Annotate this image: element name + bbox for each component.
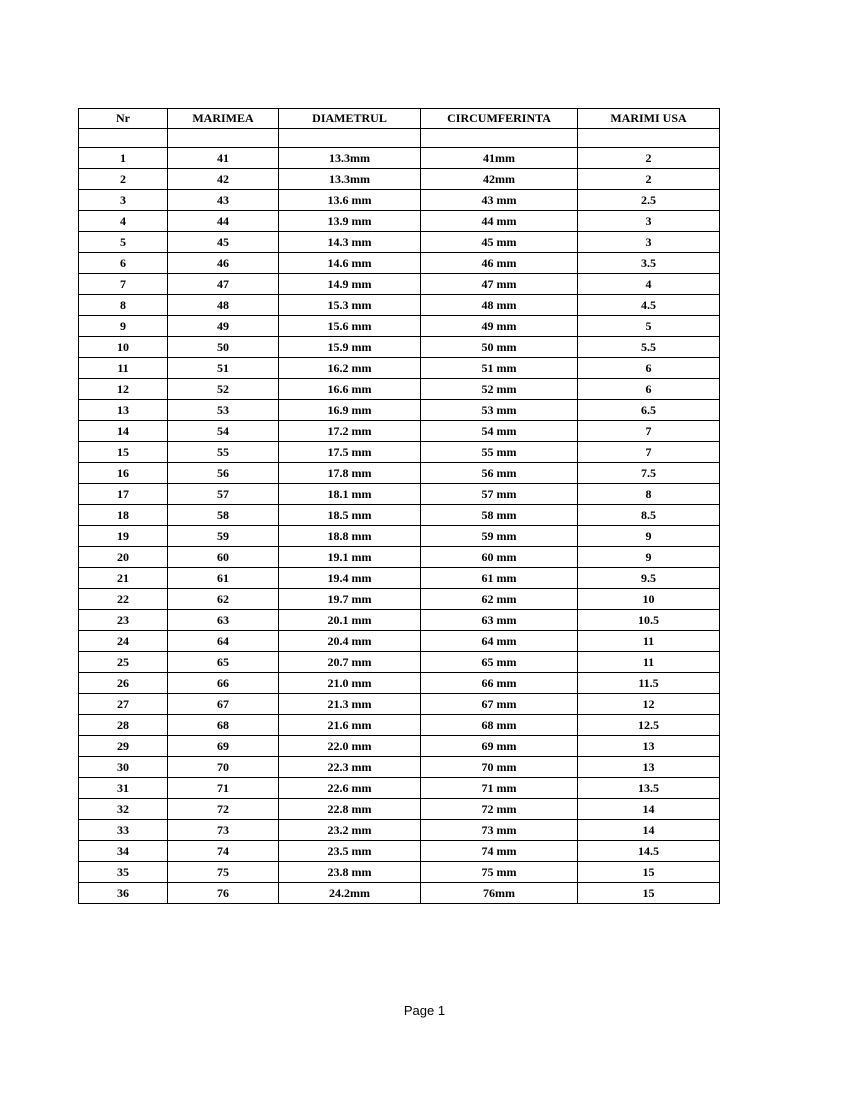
table-row [79, 631, 720, 652]
table-row [79, 652, 720, 673]
cell-diametrul: 19.7 mm [279, 589, 421, 610]
cell-diametrul: 23.5 mm [279, 841, 421, 862]
cell-nr: 5 [79, 232, 168, 253]
cell-circumferinta: 63 mm [421, 610, 578, 631]
cell-circumferinta: 47 mm [421, 274, 578, 295]
header-circumferinta: CIRCUMFERINTA [421, 109, 578, 129]
cell-nr: 19 [79, 526, 168, 547]
cell-circumferinta: 46 mm [421, 253, 578, 274]
cell-marimi-usa: 10 [578, 589, 720, 610]
cell-marimea: 63 [168, 610, 279, 631]
cell-diametrul: 20.7 mm [279, 652, 421, 673]
header-row [79, 109, 720, 129]
cell-nr: 26 [79, 673, 168, 694]
cell-diametrul: 20.4 mm [279, 631, 421, 652]
table-row [79, 673, 720, 694]
cell-diametrul: 18.1 mm [279, 484, 421, 505]
cell-diametrul: 17.5 mm [279, 442, 421, 463]
cell-diametrul: 18.5 mm [279, 505, 421, 526]
cell-circumferinta: 71 mm [421, 778, 578, 799]
cell-marimi-usa: 11 [578, 631, 720, 652]
cell-diametrul: 17.8 mm [279, 463, 421, 484]
cell-circumferinta: 61 mm [421, 568, 578, 589]
cell-marimea: 47 [168, 274, 279, 295]
cell-diametrul: 16.9 mm [279, 400, 421, 421]
cell-circumferinta: 69 mm [421, 736, 578, 757]
table-row [79, 274, 720, 295]
table-row [79, 253, 720, 274]
cell-marimi-usa: 7.5 [578, 463, 720, 484]
cell-circumferinta: 62 mm [421, 589, 578, 610]
cell-nr: 12 [79, 379, 168, 400]
cell-marimea: 70 [168, 757, 279, 778]
cell-marimi-usa: 12.5 [578, 715, 720, 736]
cell-circumferinta: 45 mm [421, 232, 578, 253]
table-row [79, 421, 720, 442]
cell-diametrul: 13.6 mm [279, 190, 421, 211]
cell-diametrul: 15.9 mm [279, 337, 421, 358]
cell-marimi-usa: 3 [578, 211, 720, 232]
cell-marimi-usa: 14.5 [578, 841, 720, 862]
cell-nr: 32 [79, 799, 168, 820]
cell-diametrul: 14.9 mm [279, 274, 421, 295]
cell-circumferinta: 55 mm [421, 442, 578, 463]
cell-marimea: 49 [168, 316, 279, 337]
header-marimi-usa: MARIMI USA [578, 109, 720, 129]
table-row [79, 169, 720, 190]
cell-nr: 36 [79, 883, 168, 904]
cell-marimea: 51 [168, 358, 279, 379]
table-body [79, 129, 720, 904]
cell-marimea: 71 [168, 778, 279, 799]
cell-nr: 30 [79, 757, 168, 778]
cell-marimea: 58 [168, 505, 279, 526]
cell-diametrul: 20.1 mm [279, 610, 421, 631]
cell-marimi-usa: 6 [578, 358, 720, 379]
cell-nr: 15 [79, 442, 168, 463]
cell-nr: 17 [79, 484, 168, 505]
cell-marimi-usa: 7 [578, 421, 720, 442]
cell-marimea: 59 [168, 526, 279, 547]
cell-marimi-usa: 3.5 [578, 253, 720, 274]
cell-nr: 16 [79, 463, 168, 484]
cell-circumferinta: 68 mm [421, 715, 578, 736]
table-row [79, 148, 720, 169]
cell-marimi-usa: 11 [578, 652, 720, 673]
cell-nr: 29 [79, 736, 168, 757]
cell-marimea: 64 [168, 631, 279, 652]
cell-marimea: 73 [168, 820, 279, 841]
table-row [79, 358, 720, 379]
cell-nr: 8 [79, 295, 168, 316]
cell-marimea: 45 [168, 232, 279, 253]
empty-cell [578, 129, 720, 148]
table-row [79, 295, 720, 316]
table-row [79, 400, 720, 421]
cell-diametrul: 16.2 mm [279, 358, 421, 379]
cell-nr: 33 [79, 820, 168, 841]
cell-circumferinta: 44 mm [421, 211, 578, 232]
cell-circumferinta: 72 mm [421, 799, 578, 820]
cell-nr: 6 [79, 253, 168, 274]
cell-marimi-usa: 4.5 [578, 295, 720, 316]
cell-marimi-usa: 13 [578, 757, 720, 778]
cell-marimea: 67 [168, 694, 279, 715]
table-row [79, 862, 720, 883]
cell-diametrul: 22.3 mm [279, 757, 421, 778]
cell-circumferinta: 64 mm [421, 631, 578, 652]
cell-circumferinta: 43 mm [421, 190, 578, 211]
cell-nr: 24 [79, 631, 168, 652]
cell-marimi-usa: 5 [578, 316, 720, 337]
table-row [79, 337, 720, 358]
cell-nr: 1 [79, 148, 168, 169]
cell-marimea: 69 [168, 736, 279, 757]
cell-diametrul: 18.8 mm [279, 526, 421, 547]
table-row [79, 484, 720, 505]
cell-nr: 23 [79, 610, 168, 631]
cell-circumferinta: 41mm [421, 148, 578, 169]
table-row [79, 715, 720, 736]
cell-marimea: 44 [168, 211, 279, 232]
table-row [79, 379, 720, 400]
cell-marimea: 66 [168, 673, 279, 694]
cell-circumferinta: 50 mm [421, 337, 578, 358]
cell-circumferinta: 56 mm [421, 463, 578, 484]
cell-diametrul: 24.2mm [279, 883, 421, 904]
cell-marimea: 50 [168, 337, 279, 358]
cell-diametrul: 21.6 mm [279, 715, 421, 736]
cell-nr: 2 [79, 169, 168, 190]
cell-marimea: 55 [168, 442, 279, 463]
cell-marimi-usa: 15 [578, 862, 720, 883]
cell-marimi-usa: 14 [578, 799, 720, 820]
table-row [79, 778, 720, 799]
cell-circumferinta: 74 mm [421, 841, 578, 862]
table-row [79, 316, 720, 337]
table-header [79, 109, 720, 129]
cell-marimi-usa: 13.5 [578, 778, 720, 799]
cell-diametrul: 17.2 mm [279, 421, 421, 442]
cell-nr: 9 [79, 316, 168, 337]
cell-diametrul: 15.6 mm [279, 316, 421, 337]
cell-marimi-usa: 2 [578, 148, 720, 169]
cell-marimi-usa: 3 [578, 232, 720, 253]
header-nr: Nr [79, 109, 168, 129]
table-row [79, 232, 720, 253]
cell-nr: 11 [79, 358, 168, 379]
cell-marimea: 41 [168, 148, 279, 169]
cell-marimea: 46 [168, 253, 279, 274]
cell-marimi-usa: 2 [578, 169, 720, 190]
cell-diametrul: 16.6 mm [279, 379, 421, 400]
cell-marimi-usa: 4 [578, 274, 720, 295]
table-row [79, 841, 720, 862]
cell-marimea: 57 [168, 484, 279, 505]
cell-marimea: 53 [168, 400, 279, 421]
cell-diametrul: 15.3 mm [279, 295, 421, 316]
table-row [79, 505, 720, 526]
cell-marimi-usa: 9.5 [578, 568, 720, 589]
cell-nr: 10 [79, 337, 168, 358]
cell-marimea: 48 [168, 295, 279, 316]
empty-cell [279, 129, 421, 148]
table-row [79, 610, 720, 631]
table-row [79, 463, 720, 484]
cell-marimi-usa: 6 [578, 379, 720, 400]
table-row [79, 883, 720, 904]
ring-size-table [78, 108, 720, 904]
cell-circumferinta: 67 mm [421, 694, 578, 715]
cell-marimea: 54 [168, 421, 279, 442]
header-diametrul: DIAMETRUL [279, 109, 421, 129]
cell-marimi-usa: 6.5 [578, 400, 720, 421]
cell-marimea: 75 [168, 862, 279, 883]
cell-nr: 20 [79, 547, 168, 568]
cell-marimi-usa: 8.5 [578, 505, 720, 526]
cell-diametrul: 22.0 mm [279, 736, 421, 757]
cell-marimi-usa: 10.5 [578, 610, 720, 631]
cell-marimi-usa: 9 [578, 547, 720, 568]
cell-diametrul: 21.0 mm [279, 673, 421, 694]
cell-marimea: 76 [168, 883, 279, 904]
cell-circumferinta: 58 mm [421, 505, 578, 526]
cell-marimi-usa: 7 [578, 442, 720, 463]
cell-marimea: 61 [168, 568, 279, 589]
cell-marimea: 74 [168, 841, 279, 862]
cell-circumferinta: 60 mm [421, 547, 578, 568]
cell-marimea: 52 [168, 379, 279, 400]
cell-diametrul: 22.8 mm [279, 799, 421, 820]
table-row [79, 526, 720, 547]
cell-diametrul: 21.3 mm [279, 694, 421, 715]
table-row [79, 736, 720, 757]
cell-circumferinta: 73 mm [421, 820, 578, 841]
cell-circumferinta: 66 mm [421, 673, 578, 694]
table-row [79, 442, 720, 463]
cell-nr: 35 [79, 862, 168, 883]
cell-diametrul: 14.6 mm [279, 253, 421, 274]
cell-nr: 28 [79, 715, 168, 736]
cell-diametrul: 22.6 mm [279, 778, 421, 799]
cell-circumferinta: 54 mm [421, 421, 578, 442]
cell-marimea: 43 [168, 190, 279, 211]
cell-marimi-usa: 15 [578, 883, 720, 904]
cell-marimea: 60 [168, 547, 279, 568]
cell-marimi-usa: 2.5 [578, 190, 720, 211]
cell-marimi-usa: 5.5 [578, 337, 720, 358]
cell-nr: 14 [79, 421, 168, 442]
cell-circumferinta: 70 mm [421, 757, 578, 778]
cell-circumferinta: 76mm [421, 883, 578, 904]
cell-nr: 21 [79, 568, 168, 589]
cell-nr: 34 [79, 841, 168, 862]
cell-circumferinta: 59 mm [421, 526, 578, 547]
cell-diametrul: 23.8 mm [279, 862, 421, 883]
cell-marimea: 62 [168, 589, 279, 610]
cell-marimi-usa: 11.5 [578, 673, 720, 694]
cell-diametrul: 23.2 mm [279, 820, 421, 841]
cell-nr: 25 [79, 652, 168, 673]
empty-row [79, 129, 720, 148]
table-row [79, 799, 720, 820]
cell-nr: 27 [79, 694, 168, 715]
cell-marimea: 65 [168, 652, 279, 673]
cell-marimea: 56 [168, 463, 279, 484]
header-marimea: MARIMEA [168, 109, 279, 129]
cell-circumferinta: 57 mm [421, 484, 578, 505]
cell-nr: 18 [79, 505, 168, 526]
table-row [79, 190, 720, 211]
cell-diametrul: 14.3 mm [279, 232, 421, 253]
cell-diametrul: 13.3mm [279, 148, 421, 169]
cell-circumferinta: 48 mm [421, 295, 578, 316]
empty-cell [421, 129, 578, 148]
table-row [79, 547, 720, 568]
cell-marimea: 68 [168, 715, 279, 736]
cell-marimea: 42 [168, 169, 279, 190]
cell-circumferinta: 52 mm [421, 379, 578, 400]
cell-marimi-usa: 8 [578, 484, 720, 505]
cell-marimi-usa: 9 [578, 526, 720, 547]
cell-nr: 13 [79, 400, 168, 421]
cell-nr: 4 [79, 211, 168, 232]
table-row [79, 211, 720, 232]
cell-marimea: 72 [168, 799, 279, 820]
table-row [79, 568, 720, 589]
table-row [79, 820, 720, 841]
empty-cell [168, 129, 279, 148]
cell-diametrul: 19.4 mm [279, 568, 421, 589]
empty-cell [79, 129, 168, 148]
cell-nr: 3 [79, 190, 168, 211]
cell-diametrul: 13.3mm [279, 169, 421, 190]
cell-circumferinta: 75 mm [421, 862, 578, 883]
cell-diametrul: 19.1 mm [279, 547, 421, 568]
table-row [79, 757, 720, 778]
cell-nr: 31 [79, 778, 168, 799]
cell-marimi-usa: 14 [578, 820, 720, 841]
cell-circumferinta: 49 mm [421, 316, 578, 337]
cell-circumferinta: 65 mm [421, 652, 578, 673]
cell-circumferinta: 42mm [421, 169, 578, 190]
page-number: Page 1 [403, 1003, 446, 1018]
cell-circumferinta: 51 mm [421, 358, 578, 379]
cell-nr: 7 [79, 274, 168, 295]
cell-circumferinta: 53 mm [421, 400, 578, 421]
cell-nr: 22 [79, 589, 168, 610]
cell-diametrul: 13.9 mm [279, 211, 421, 232]
table-row [79, 694, 720, 715]
cell-marimi-usa: 13 [578, 736, 720, 757]
table-row [79, 589, 720, 610]
cell-marimi-usa: 12 [578, 694, 720, 715]
